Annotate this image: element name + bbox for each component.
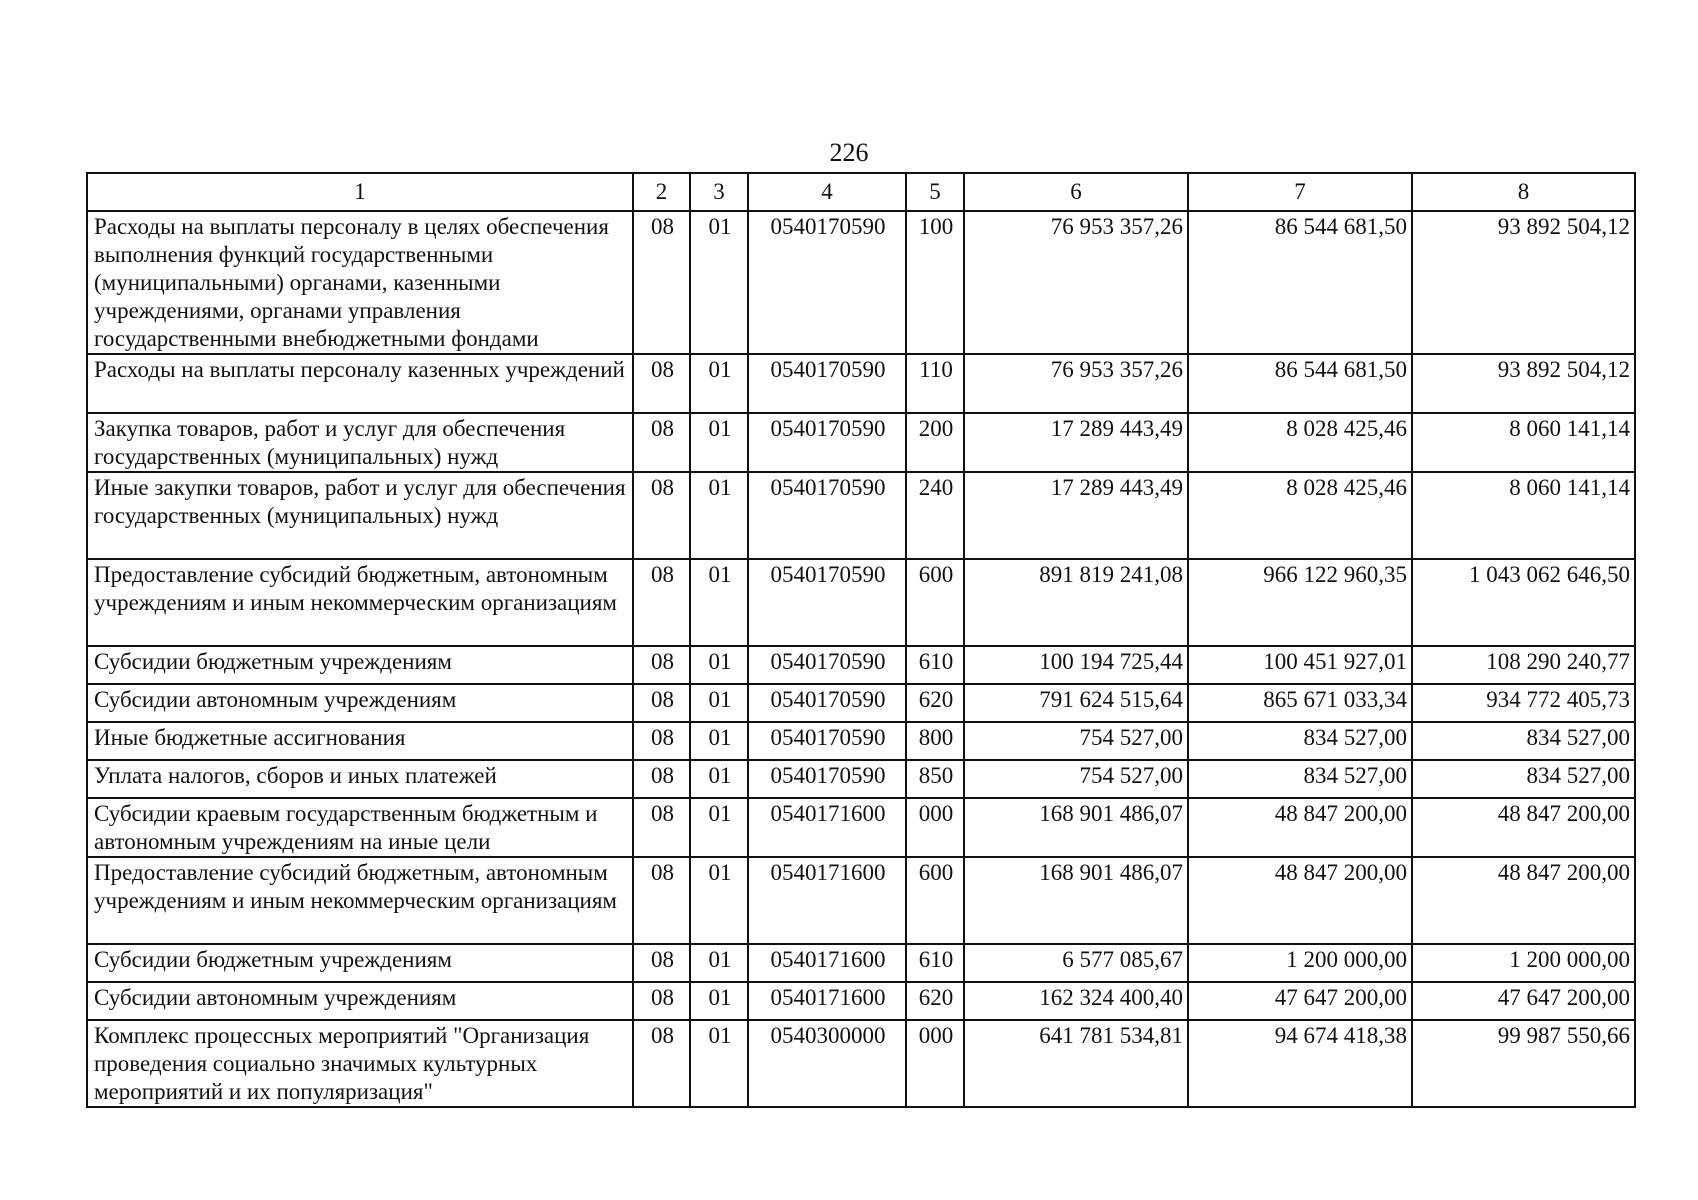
- section-code: 08: [633, 982, 690, 1020]
- header-cell: 1: [87, 173, 633, 211]
- target-article-code: 0540171600: [748, 857, 906, 944]
- table-row: [87, 559, 1635, 646]
- amount-col6: 17 289 443,49: [964, 413, 1188, 472]
- target-article-code: 0540170590: [748, 472, 906, 559]
- section-code: 08: [633, 857, 690, 944]
- target-article-code: 0540170590: [748, 413, 906, 472]
- header-cell: 6: [964, 173, 1188, 211]
- target-article-code: 0540171600: [748, 944, 906, 982]
- amount-col7: 100 451 927,01: [1188, 646, 1412, 684]
- amount-col6: 168 901 486,07: [964, 798, 1188, 857]
- amount-col8: 93 892 504,12: [1412, 211, 1635, 354]
- subsection-code: 01: [690, 472, 748, 559]
- table-row: [87, 1020, 1635, 1107]
- section-code: 08: [633, 472, 690, 559]
- section-code: 08: [633, 760, 690, 798]
- amount-col6: 754 527,00: [964, 760, 1188, 798]
- amount-col6: 76 953 357,26: [964, 211, 1188, 354]
- expense-type-code: 600: [906, 559, 964, 646]
- amount-col6: 891 819 241,08: [964, 559, 1188, 646]
- subsection-code: 01: [690, 722, 748, 760]
- table-row: [87, 944, 1635, 982]
- target-article-code: 0540170590: [748, 684, 906, 722]
- subsection-code: 01: [690, 684, 748, 722]
- amount-col7: 966 122 960,35: [1188, 559, 1412, 646]
- amount-col7: 48 847 200,00: [1188, 798, 1412, 857]
- row-name: Комплекс процессных мероприятий "Организация проведения социально значимых культурных мероприятий и их популяризация": [87, 1020, 633, 1107]
- amount-col8: 48 847 200,00: [1412, 857, 1635, 944]
- amount-col6: 100 194 725,44: [964, 646, 1188, 684]
- amount-col7: 86 544 681,50: [1188, 211, 1412, 354]
- table-row: [87, 760, 1635, 798]
- section-code: 08: [633, 646, 690, 684]
- table-row: [87, 472, 1635, 559]
- amount-col6: 168 901 486,07: [964, 857, 1188, 944]
- expense-type-code: 610: [906, 646, 964, 684]
- expense-type-code: 000: [906, 1020, 964, 1107]
- subsection-code: 01: [690, 559, 748, 646]
- amount-col6: 754 527,00: [964, 722, 1188, 760]
- row-name: Иные закупки товаров, работ и услуг для обеспечения государственных (муниципальных) нужд: [87, 472, 633, 559]
- subsection-code: 01: [690, 760, 748, 798]
- target-article-code: 0540300000: [748, 1020, 906, 1107]
- amount-col8: 8 060 141,14: [1412, 472, 1635, 559]
- amount-col8: 93 892 504,12: [1412, 354, 1635, 413]
- amount-col8: 48 847 200,00: [1412, 798, 1635, 857]
- header-cell: 2: [633, 173, 690, 211]
- table-row: [87, 798, 1635, 857]
- header-cell: 5: [906, 173, 964, 211]
- header-cell: 3: [690, 173, 748, 211]
- amount-col8: 1 200 000,00: [1412, 944, 1635, 982]
- expense-type-code: 800: [906, 722, 964, 760]
- table-row: [87, 684, 1635, 722]
- amount-col7: 48 847 200,00: [1188, 857, 1412, 944]
- row-name: Субсидии бюджетным учреждениям: [87, 646, 633, 684]
- subsection-code: 01: [690, 354, 748, 413]
- header-cell: 8: [1412, 173, 1635, 211]
- expense-type-code: 610: [906, 944, 964, 982]
- subsection-code: 01: [690, 857, 748, 944]
- amount-col7: 47 647 200,00: [1188, 982, 1412, 1020]
- amount-col7: 94 674 418,38: [1188, 1020, 1412, 1107]
- target-article-code: 0540170590: [748, 760, 906, 798]
- target-article-code: 0540170590: [748, 722, 906, 760]
- expense-type-code: 100: [906, 211, 964, 354]
- amount-col8: 834 527,00: [1412, 722, 1635, 760]
- amount-col7: 86 544 681,50: [1188, 354, 1412, 413]
- expense-type-code: 600: [906, 857, 964, 944]
- expense-type-code: 110: [906, 354, 964, 413]
- amount-col7: 1 200 000,00: [1188, 944, 1412, 982]
- section-code: 08: [633, 211, 690, 354]
- subsection-code: 01: [690, 646, 748, 684]
- section-code: 08: [633, 1020, 690, 1107]
- row-name: Предоставление субсидий бюджетным, автономным учреждениям и иным некоммерческим организациям: [87, 857, 633, 944]
- section-code: 08: [633, 722, 690, 760]
- row-name: Закупка товаров, работ и услуг для обеспечения государственных (муниципальных) нужд: [87, 413, 633, 472]
- target-article-code: 0540170590: [748, 559, 906, 646]
- row-name: Расходы на выплаты персоналу в целях обеспечения выполнения функций государственными (муниципальными) органами, казенными учреждениями, органами управления государственными внебюджетными фондами: [87, 211, 633, 354]
- budget-table: [86, 172, 1636, 1108]
- target-article-code: 0540171600: [748, 798, 906, 857]
- amount-col6: 162 324 400,40: [964, 982, 1188, 1020]
- expense-type-code: 200: [906, 413, 964, 472]
- subsection-code: 01: [690, 798, 748, 857]
- section-code: 08: [633, 559, 690, 646]
- table-row: [87, 413, 1635, 472]
- target-article-code: 0540170590: [748, 646, 906, 684]
- page-number: 226: [829, 138, 869, 167]
- expense-type-code: 620: [906, 684, 964, 722]
- amount-col6: 641 781 534,81: [964, 1020, 1188, 1107]
- expense-type-code: 850: [906, 760, 964, 798]
- amount-col8: 934 772 405,73: [1412, 684, 1635, 722]
- row-name: Субсидии краевым государственным бюджетным и автономным учреждениям на иные цели: [87, 798, 633, 857]
- amount-col8: 834 527,00: [1412, 760, 1635, 798]
- table-row: [87, 354, 1635, 413]
- expense-type-code: 620: [906, 982, 964, 1020]
- amount-col7: 834 527,00: [1188, 722, 1412, 760]
- row-name: Уплата налогов, сборов и иных платежей: [87, 760, 633, 798]
- row-name: Субсидии бюджетным учреждениям: [87, 944, 633, 982]
- amount-col8: 8 060 141,14: [1412, 413, 1635, 472]
- row-name: Субсидии автономным учреждениям: [87, 684, 633, 722]
- table-row: [87, 722, 1635, 760]
- header-cell: 4: [748, 173, 906, 211]
- amount-col7: 8 028 425,46: [1188, 413, 1412, 472]
- amount-col8: 1 043 062 646,50: [1412, 559, 1635, 646]
- amount-col7: 865 671 033,34: [1188, 684, 1412, 722]
- row-name: Расходы на выплаты персоналу казенных учреждений: [87, 354, 633, 413]
- subsection-code: 01: [690, 211, 748, 354]
- amount-col6: 17 289 443,49: [964, 472, 1188, 559]
- subsection-code: 01: [690, 982, 748, 1020]
- section-code: 08: [633, 354, 690, 413]
- amount-col7: 834 527,00: [1188, 760, 1412, 798]
- expense-type-code: 240: [906, 472, 964, 559]
- table-row: [87, 211, 1635, 354]
- subsection-code: 01: [690, 1020, 748, 1107]
- row-name: Субсидии автономным учреждениям: [87, 982, 633, 1020]
- amount-col7: 8 028 425,46: [1188, 472, 1412, 559]
- target-article-code: 0540171600: [748, 982, 906, 1020]
- subsection-code: 01: [690, 944, 748, 982]
- amount-col6: 6 577 085,67: [964, 944, 1188, 982]
- expense-type-code: 000: [906, 798, 964, 857]
- section-code: 08: [633, 413, 690, 472]
- row-name: Предоставление субсидий бюджетным, автономным учреждениям и иным некоммерческим организациям: [87, 559, 633, 646]
- section-code: 08: [633, 684, 690, 722]
- amount-col6: 76 953 357,26: [964, 354, 1188, 413]
- header-cell: 7: [1188, 173, 1412, 211]
- amount-col6: 791 624 515,64: [964, 684, 1188, 722]
- target-article-code: 0540170590: [748, 211, 906, 354]
- amount-col8: 99 987 550,66: [1412, 1020, 1635, 1107]
- section-code: 08: [633, 944, 690, 982]
- row-name: Иные бюджетные ассигнования: [87, 722, 633, 760]
- table-row: [87, 982, 1635, 1020]
- subsection-code: 01: [690, 413, 748, 472]
- amount-col8: 47 647 200,00: [1412, 982, 1635, 1020]
- target-article-code: 0540170590: [748, 354, 906, 413]
- amount-col8: 108 290 240,77: [1412, 646, 1635, 684]
- table-row: [87, 646, 1635, 684]
- header-row: [87, 173, 1635, 211]
- section-code: 08: [633, 798, 690, 857]
- table-row: [87, 857, 1635, 944]
